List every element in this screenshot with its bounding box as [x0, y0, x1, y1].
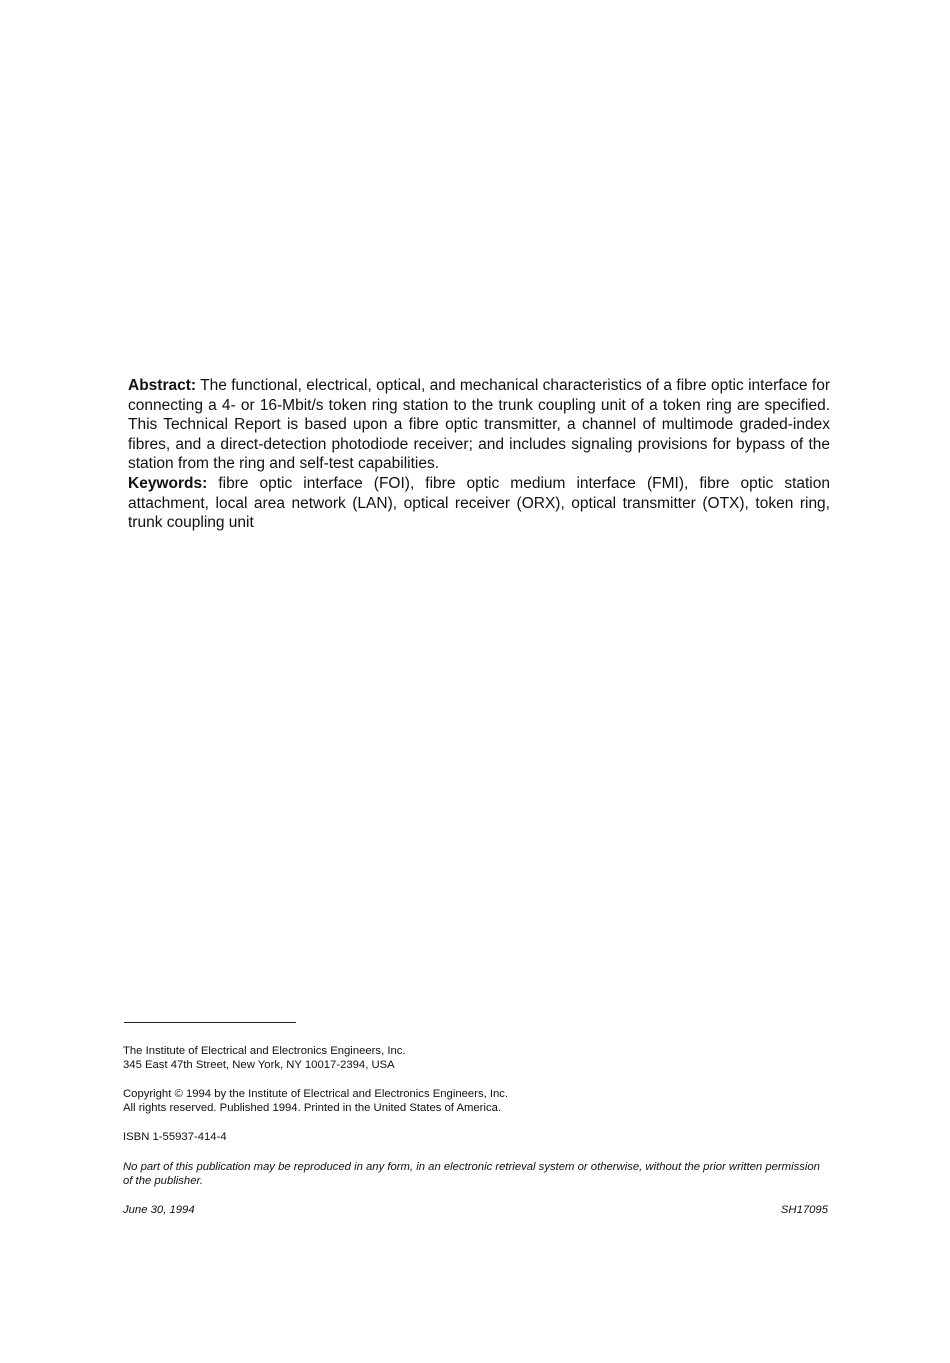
copyright-block: [123, 1087, 828, 1115]
keywords-paragraph: [128, 474, 830, 533]
document-code: SH17095: [780, 1204, 828, 1216]
publisher-name: The Institute of Electrical and Electronics Engineers, Inc.: [123, 1045, 406, 1057]
publication-date: June 30, 1994: [123, 1204, 195, 1216]
abstract-section: [128, 376, 830, 533]
notice-block: [123, 1160, 828, 1188]
footnote-divider: [124, 1022, 296, 1023]
abstract-paragraph: [128, 376, 830, 474]
date-code-row: [123, 1203, 828, 1217]
abstract-label: Abstract:: [128, 377, 197, 394]
reproduction-notice: No part of this publication may be reproduced in any form, in an electronic retrieval system or otherwise, without the prior written permission of the publisher.: [123, 1161, 820, 1188]
abstract-text: The functional, electrical, optical, and mechanical characteristics of a fibre optic interface for connecting a 4- or 16-Mbit/s token ring station to the trunk coupling unit of a token ring are specified. This Technical Report is based upon a fibre optic transmitter, a channel of multimode graded-index fibres, and a direct-detection photodiode receiver; and includes signaling provisions for bypass of the station from the ring and self-test capabilities.: [128, 377, 830, 473]
copyright-line-2: All rights reserved. Published 1994. Printed in the United States of America.: [123, 1102, 502, 1115]
isbn-block: [123, 1130, 828, 1144]
keywords-text: fibre optic interface (FOI), fibre optic medium interface (FMI), fibre optic station attachment, local area network (LAN), optical receiver (ORX), optical transmitter (OTX), token ring, trunk coupling unit: [128, 474, 830, 532]
isbn: ISBN 1-55937-414-4: [123, 1131, 227, 1143]
publisher-address: 345 East 47th Street, New York, NY 10017-2394, USA: [123, 1059, 395, 1072]
copyright-line-1: Copyright © 1994 by the Institute of Electrical and Electronics Engineers, Inc.: [123, 1088, 509, 1100]
keywords-label: Keywords:: [128, 474, 208, 492]
publisher-block: [123, 1044, 828, 1072]
